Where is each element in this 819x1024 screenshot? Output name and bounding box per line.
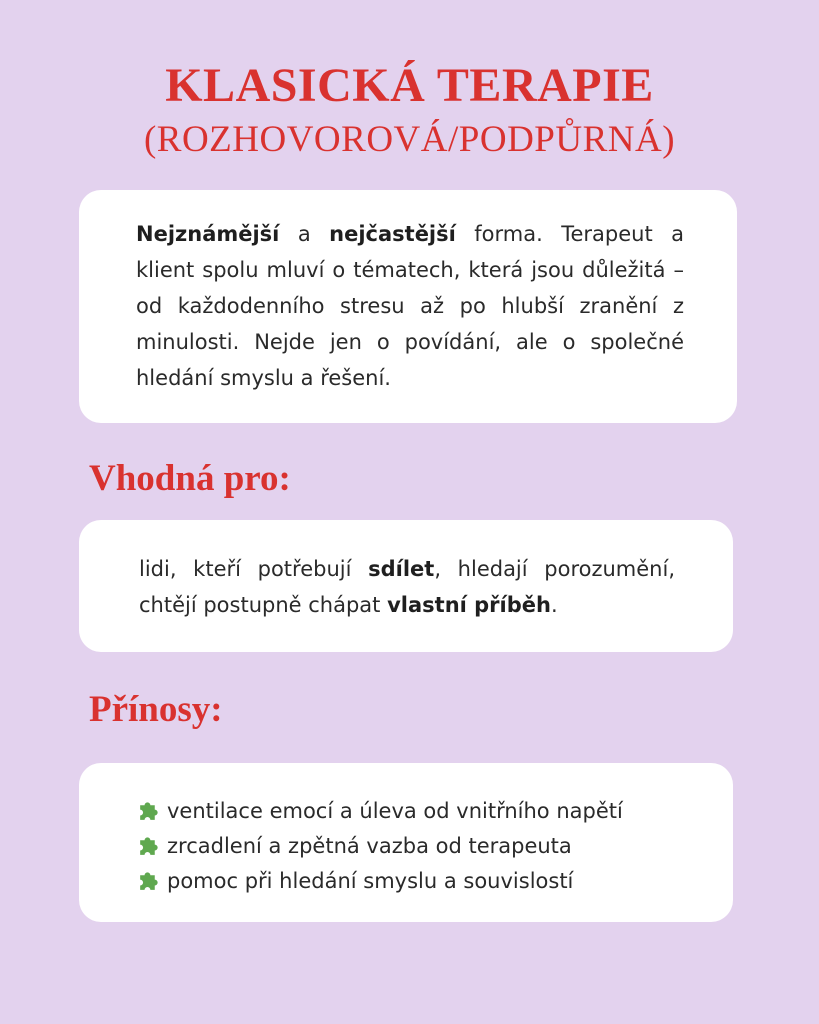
- page-title: KLASICKÁ TERAPIE: [165, 59, 654, 112]
- puzzle-piece-icon: [136, 833, 161, 858]
- intro-text-part2: forma. Terapeut a klient spolu mluví o tématech, která jsou důležitá – od každodenního stresu až po hlubší zranění z minulosti. Nejde jen o povídání, ale o společné hledání smyslu a řešení.: [136, 222, 684, 390]
- suitable-heading: Vhodná pro:: [89, 458, 291, 499]
- benefit-item: [136, 828, 623, 863]
- intro-text: [136, 216, 684, 396]
- puzzle-piece-icon: [136, 798, 161, 823]
- intro-card: [79, 190, 737, 423]
- benefit-item: [136, 863, 623, 898]
- intro-bold-most-common: nejčastější: [329, 222, 456, 246]
- suitable-card: [79, 520, 733, 652]
- benefit-item: [136, 793, 623, 828]
- benefits-card: [79, 763, 733, 922]
- suitable-text-part3: .: [550, 593, 558, 617]
- benefit-text: zrcadlení a zpětná vazba od terapeuta: [167, 833, 572, 858]
- page-subtitle: (ROZHOVOROVÁ/PODPŮRNÁ): [143, 119, 676, 160]
- benefit-text: pomoc při hledání smyslu a souvislostí: [167, 868, 574, 893]
- suitable-text: [139, 551, 675, 623]
- puzzle-piece-icon: [136, 868, 161, 893]
- suitable-bold-own-story: vlastní příběh: [387, 593, 551, 617]
- intro-bold-most-known: Nejznámější: [136, 222, 280, 246]
- benefits-list: [136, 793, 623, 898]
- benefits-heading: Přínosy:: [89, 689, 223, 730]
- suitable-text-part1: lidi, kteří potřebují: [139, 557, 369, 581]
- intro-text-part1: a: [279, 222, 330, 246]
- suitable-bold-share: sdílet: [368, 557, 435, 581]
- suitable-text-part2: , hledají porozumění, chtějí postupně chápat: [139, 557, 675, 617]
- benefit-text: ventilace emocí a úleva od vnitřního napětí: [167, 798, 623, 823]
